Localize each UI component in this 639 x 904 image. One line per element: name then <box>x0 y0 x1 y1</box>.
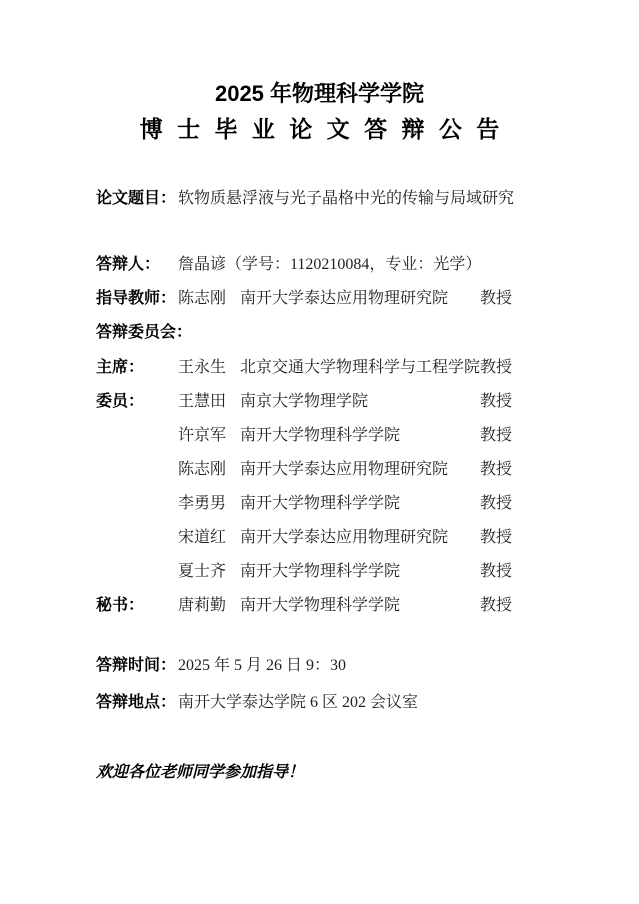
committee-member-affiliation: 北京交通大学物理科学与工程学院 <box>240 359 481 376</box>
document-title-line2: 博 士 毕 业 论 文 答 辩 公 告 <box>139 116 500 142</box>
committee-role-label <box>96 561 178 582</box>
welcome-note: 欢迎各位老师同学参加指导！ <box>96 764 305 781</box>
advisor-label: 指导教师： <box>96 290 177 307</box>
committee-member-name: 李勇男 <box>178 495 227 512</box>
advisor-row <box>96 288 524 309</box>
committee-header-label: 答辩委员会： <box>96 324 193 341</box>
defense-location-row <box>96 692 524 713</box>
committee-member-affiliation: 南京大学物理学院 <box>240 393 369 410</box>
committee-member-affiliation: 南开大学物理科学学院 <box>240 597 401 614</box>
committee-row <box>96 595 524 616</box>
committee-row <box>96 459 524 480</box>
committee-member-title: 教授 <box>480 393 513 410</box>
committee-member-affiliation: 南开大学物理科学学院 <box>240 427 401 444</box>
committee-member-title: 教授 <box>480 461 513 478</box>
committee-role-label: 委员： <box>96 393 145 410</box>
committee-member-affiliation: 南开大学泰达应用物理研究院 <box>240 461 449 478</box>
thesis-topic-label: 论文题目： <box>96 190 177 207</box>
committee-member-name: 王慧田 <box>178 393 227 410</box>
committee-member-name: 陈志刚 <box>178 461 227 478</box>
committee-row <box>96 425 524 446</box>
advisor-title: 教授 <box>480 290 513 307</box>
committee-role-label: 主席： <box>96 359 145 376</box>
committee-member-name: 唐莉勤 <box>178 597 227 614</box>
committee-role-label <box>96 493 178 514</box>
committee-role-label <box>96 459 178 480</box>
committee-row <box>96 561 524 582</box>
committee-member-name: 王永生 <box>178 359 227 376</box>
committee-member-title: 教授 <box>480 529 513 546</box>
advisor-name: 陈志刚 <box>178 290 227 307</box>
candidate-label: 答辩人： <box>96 256 161 273</box>
committee-row <box>96 357 524 378</box>
committee-member-title: 教授 <box>480 597 513 614</box>
committee-member-title: 教授 <box>480 563 513 580</box>
committee-role-label <box>96 425 178 446</box>
committee-member-affiliation: 南开大学物理科学学院 <box>240 495 401 512</box>
document-title-line1: 2025 年物理科学学院 <box>214 81 425 106</box>
committee-role-label: 秘书： <box>96 597 145 614</box>
committee-member-title: 教授 <box>480 495 513 512</box>
defense-time-value: 2025 年 5 月 26 日 9：30 <box>178 657 347 674</box>
committee-member-title: 教授 <box>480 359 513 376</box>
committee-header <box>96 322 524 343</box>
committee-member-affiliation: 南开大学物理科学学院 <box>240 563 401 580</box>
thesis-topic-row <box>96 188 524 209</box>
document-body <box>96 144 524 783</box>
committee-role-label <box>96 527 178 548</box>
committee-member-name: 夏士齐 <box>178 563 227 580</box>
defense-location-label: 答辩地点： <box>96 694 177 711</box>
committee-row <box>96 493 524 514</box>
advisor-affiliation: 南开大学泰达应用物理研究院 <box>240 290 449 307</box>
defense-time-row <box>96 655 524 676</box>
candidate-value: 詹晶谚（学号：1120210084，专业：光学） <box>178 256 482 273</box>
committee-member-name: 宋道红 <box>178 529 227 546</box>
candidate-row <box>96 254 524 275</box>
committee-member-title: 教授 <box>480 427 513 444</box>
thesis-topic-value: 软物质悬浮液与光子晶格中光的传输与局域研究 <box>178 190 515 207</box>
committee-member-name: 许京军 <box>178 427 227 444</box>
defense-location-value: 南开大学泰达学院 6 区 202 会议室 <box>178 694 419 711</box>
committee-member-affiliation: 南开大学泰达应用物理研究院 <box>240 529 449 546</box>
committee-row <box>96 391 524 412</box>
defense-time-label: 答辩时间： <box>96 657 177 674</box>
committee-row <box>96 527 524 548</box>
